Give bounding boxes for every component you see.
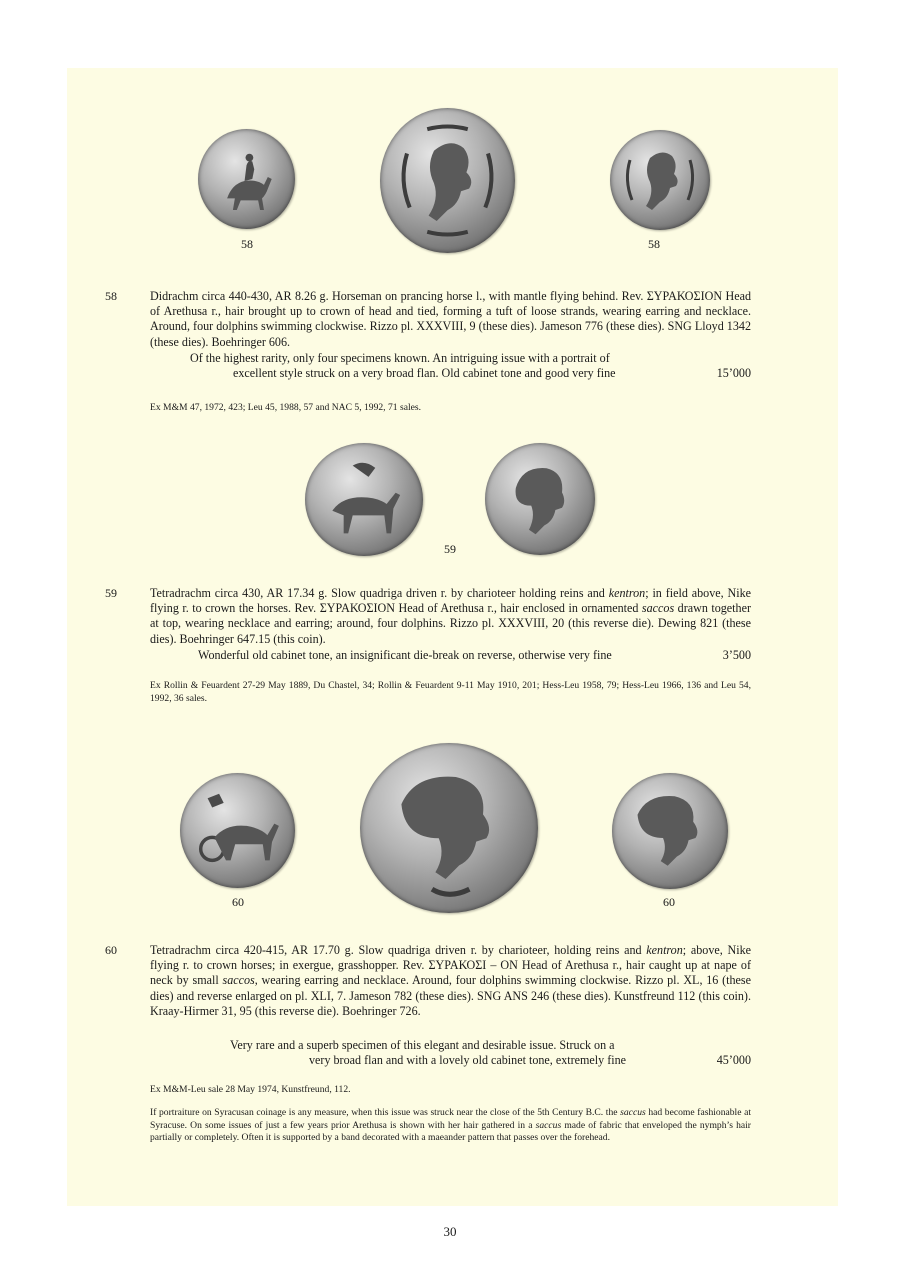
coin-60-obverse-quadriga bbox=[180, 773, 295, 888]
plate-label-58-right: 58 bbox=[648, 237, 660, 251]
coin-60-reverse-arethusa-large bbox=[360, 743, 538, 913]
description-italic: saccos bbox=[641, 601, 675, 616]
description-italic: saccos bbox=[222, 973, 255, 988]
description-italic: kentron bbox=[646, 943, 683, 957]
coin-59-obverse-quadriga bbox=[305, 443, 423, 556]
arethusa-head-image bbox=[612, 773, 728, 889]
description-italic: kentron bbox=[608, 586, 646, 600]
coin-58-reverse-arethusa-large bbox=[380, 108, 515, 253]
description-text: ; in field above, Nike flying r. to crown the horses. Rev. ΣΥΡΑΚΟΣΙΟΝ Head of Arethusa r., hair enclosed in ornamented bbox=[150, 586, 751, 616]
lot-comment-58-line1: Of the highest rarity, only four specimens known. An intriguing issue with a portrait of bbox=[190, 351, 610, 365]
description-text: Didrachm circa 440-430, AR 8.26 g. Horseman on prancing horse l., with mantle flying behind. Rev. ΣΥΡΑΚΟΣΙΟΝ Head of Arethusa r., hair brought up to crown of head and tied, forming a tuft of loose strands, wearing earring and necklace. Around, four dolphins swimming clockwise. Rizzo pl. XXXVIII, 9 (these dies). Jameson 776 (these dies). SNG Lloyd 1342 (these dies). Boehringer 606. bbox=[150, 289, 751, 349]
note-italic: saccus bbox=[620, 1107, 646, 1118]
lot-price-59: 3’500 bbox=[722, 648, 751, 662]
description-text: ; above, Nike flying r. to crown horses; in exergue, grasshopper. Rev. ΣΥΡΑΚΟΣΙ – ΟΝ Head of Arethusa r., hair caught up at nape of neck by small bbox=[150, 943, 751, 988]
coin-58-obverse-horseman bbox=[198, 129, 295, 229]
lot-comment-58-line2: excellent style struck on a very broad flan. Old cabinet tone and good very fine bbox=[233, 366, 616, 380]
lot-price-60: 45’000 bbox=[716, 1053, 751, 1067]
horseman-image bbox=[198, 129, 295, 229]
page-number: 30 bbox=[443, 1224, 457, 1239]
coin-58-reverse-arethusa-small bbox=[610, 130, 710, 230]
description-text: , wearing earring and necklace. Around, four dolphins swimming clockwise. Rizzo pl. XL, 16 (these dies) and reverse enlarged on pl. XLI, 7. Jameson 782 (these dies). SNG ANS 246 (these dies). Kunstfreund 112 (this coin). Kraay-Hirmer 31, 95 (this reverse die). Boehringer 726. bbox=[150, 973, 752, 1018]
coin-59-reverse-arethusa-saccos bbox=[485, 443, 595, 555]
description-text: drawn together at top, wearing necklace and earring; around, four dolphins. Rizzo pl. XXXVIII, 20 (this reverse die). Dewing 821 (these dies). Boehringer 647.15 (this coin). bbox=[150, 601, 751, 646]
coin-60-reverse-arethusa-small bbox=[612, 773, 728, 889]
plate-label-60-right: 60 bbox=[663, 895, 675, 909]
plate-label-60-left: 60 bbox=[232, 895, 244, 909]
description-text: Tetradrachm circa 430, AR 17.34 g. Slow quadriga driven r. by charioteer holding reins and bbox=[150, 586, 609, 600]
note-text: made of fabric that enveloped the nymph’s hair partially or completely. Often it is supported by a band decorated with a maeander pattern that passes over the forehead. bbox=[150, 1119, 751, 1144]
lot-number-60: 60 bbox=[105, 943, 117, 957]
lot-description-58 bbox=[150, 289, 751, 350]
description-text: Tetradrachm circa 420-415, AR 17.70 g. Slow quadriga driven r. by charioteer, holding reins and bbox=[150, 943, 647, 957]
note-text: had become fashionable at Syracuse. On some issues of just a few years prior Arethusa is shown with her hair gathered in a bbox=[150, 1107, 752, 1131]
note-text: If portraiture on Syracusan coinage is any measure, when this issue was struck near the close of the 5th Century B.C. the bbox=[150, 1107, 621, 1118]
lot-number-58: 58 bbox=[105, 289, 117, 303]
quadriga-image bbox=[305, 443, 423, 556]
note-italic: saccus bbox=[535, 1119, 562, 1131]
lot-comment-60-line2: very broad flan and with a lovely old cabinet tone, extremely fine bbox=[309, 1053, 627, 1067]
plate-label-58-left: 58 bbox=[241, 237, 253, 251]
lot-note-60 bbox=[150, 1107, 751, 1145]
lot-provenance-58: Ex M&M 47, 1972, 423; Leu 45, 1988, 57 and NAC 5, 1992, 71 sales. bbox=[150, 402, 422, 413]
lot-number-59: 59 bbox=[105, 586, 117, 600]
lot-comment-60-line1: Very rare and a superb specimen of this elegant and desirable issue. Struck on a bbox=[230, 1038, 615, 1052]
arethusa-head-image bbox=[610, 130, 710, 230]
lot-description-59 bbox=[150, 586, 751, 647]
quadriga-image bbox=[180, 773, 295, 888]
lot-comment-59-line1: Wonderful old cabinet tone, an insignificant die-break on reverse, otherwise very fine bbox=[198, 648, 612, 662]
lot-provenance-60: Ex M&M-Leu sale 28 May 1974, Kunstfreund, 112. bbox=[150, 1084, 351, 1095]
arethusa-head-image bbox=[485, 443, 595, 555]
lot-description-60 bbox=[150, 943, 751, 1019]
arethusa-head-image bbox=[360, 743, 538, 913]
arethusa-head-image bbox=[380, 108, 515, 253]
plate-label-59: 59 bbox=[444, 542, 456, 556]
lot-provenance-59: Ex Rollin & Feuardent 27-29 May 1889, Du Chastel, 34; Rollin & Feuardent 9-11 May 1910, 201; Hess-Leu 1958, 79; Hess-Leu 1966, 136 and Leu 54, 1992, 36 sales. bbox=[150, 680, 751, 704]
lot-price-58: 15’000 bbox=[716, 366, 751, 380]
